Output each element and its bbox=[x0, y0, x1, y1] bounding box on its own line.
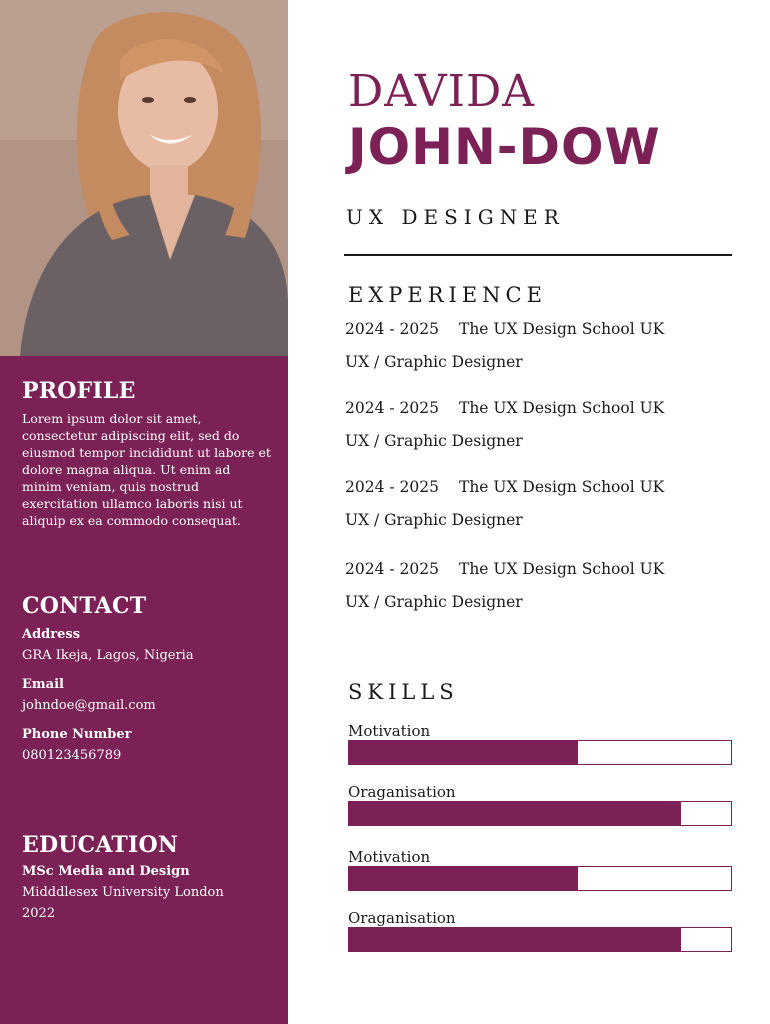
address-value: GRA Ikeja, Lagos, Nigeria bbox=[22, 648, 194, 663]
profile-text: Lorem ipsum dolor sit amet, consectetur adipiscing elit, sed do eiusmod tempor incididunt ut labore et dolore magna aliqua. Ut enim ad minim veniam, quis nostrud exercitation ullamco laboris nisi ut aliquip ex ea commodo consequat. bbox=[22, 411, 271, 528]
profile-heading: PROFILE bbox=[22, 378, 136, 404]
experience-org: The UX Design School UK bbox=[458, 399, 665, 417]
experience-years: 2024 - 2025 bbox=[345, 399, 439, 417]
skill-bar bbox=[348, 927, 732, 952]
main-content bbox=[288, 0, 770, 1024]
education-year: 2022 bbox=[22, 906, 56, 921]
experience-org: The UX Design School UK bbox=[458, 478, 665, 496]
experience-years: 2024 - 2025 bbox=[345, 560, 439, 578]
skill-bar bbox=[348, 740, 732, 765]
experience-position: UX / Graphic Designer bbox=[345, 353, 523, 371]
experience-position: UX / Graphic Designer bbox=[345, 511, 523, 529]
experience-org: The UX Design School UK bbox=[458, 320, 665, 338]
skill-bar-fill bbox=[349, 867, 578, 890]
phone-value: 080123456789 bbox=[22, 748, 122, 763]
skill-name: Oraganisation bbox=[348, 909, 456, 927]
skill-item bbox=[348, 909, 734, 970]
experience-org: The UX Design School UK bbox=[458, 560, 665, 578]
contact-section bbox=[22, 593, 272, 777]
experience-item bbox=[345, 478, 745, 557]
experience-item bbox=[345, 399, 745, 478]
first-name: DAVIDA bbox=[348, 66, 536, 117]
experience-years: 2024 - 2025 bbox=[345, 478, 439, 496]
address-label: Address bbox=[22, 627, 81, 642]
sidebar bbox=[0, 0, 288, 1024]
education-school: Midddlesex University London bbox=[22, 885, 224, 900]
skill-bar-fill bbox=[349, 741, 578, 764]
experience-item bbox=[345, 557, 745, 639]
skill-bar bbox=[348, 801, 732, 826]
skills-title: SKILLS bbox=[348, 680, 459, 704]
skill-name: Motivation bbox=[348, 722, 431, 740]
header-divider bbox=[344, 254, 732, 256]
job-title: UX DESIGNER bbox=[346, 205, 565, 229]
profile-section bbox=[22, 378, 272, 529]
profile-photo-image bbox=[0, 0, 288, 356]
skill-bar-fill bbox=[349, 802, 681, 825]
experience-years: 2024 - 2025 bbox=[345, 320, 439, 338]
email-label: Email bbox=[22, 677, 64, 692]
skills-list bbox=[348, 722, 734, 970]
experience-item bbox=[345, 320, 745, 399]
experience-position: UX / Graphic Designer bbox=[345, 432, 523, 450]
profile-photo bbox=[0, 0, 288, 356]
education-degree: MSc Media and Design bbox=[22, 864, 190, 879]
last-name: JOHN-DOW bbox=[348, 118, 661, 176]
education-section bbox=[22, 832, 272, 927]
skill-name: Oraganisation bbox=[348, 783, 456, 801]
skill-item bbox=[348, 783, 734, 844]
email-value: johndoe@gmail.com bbox=[22, 698, 156, 713]
experience-title: EXPERIENCE bbox=[348, 283, 547, 307]
skill-bar bbox=[348, 866, 732, 891]
education-heading: EDUCATION bbox=[22, 832, 179, 858]
contact-heading: CONTACT bbox=[22, 593, 147, 619]
skill-item bbox=[348, 844, 734, 909]
skill-item bbox=[348, 722, 734, 783]
skill-bar-fill bbox=[349, 928, 681, 951]
experience-position: UX / Graphic Designer bbox=[345, 593, 523, 611]
phone-label: Phone Number bbox=[22, 727, 132, 742]
experience-list bbox=[345, 320, 745, 639]
skill-name: Motivation bbox=[348, 848, 431, 866]
